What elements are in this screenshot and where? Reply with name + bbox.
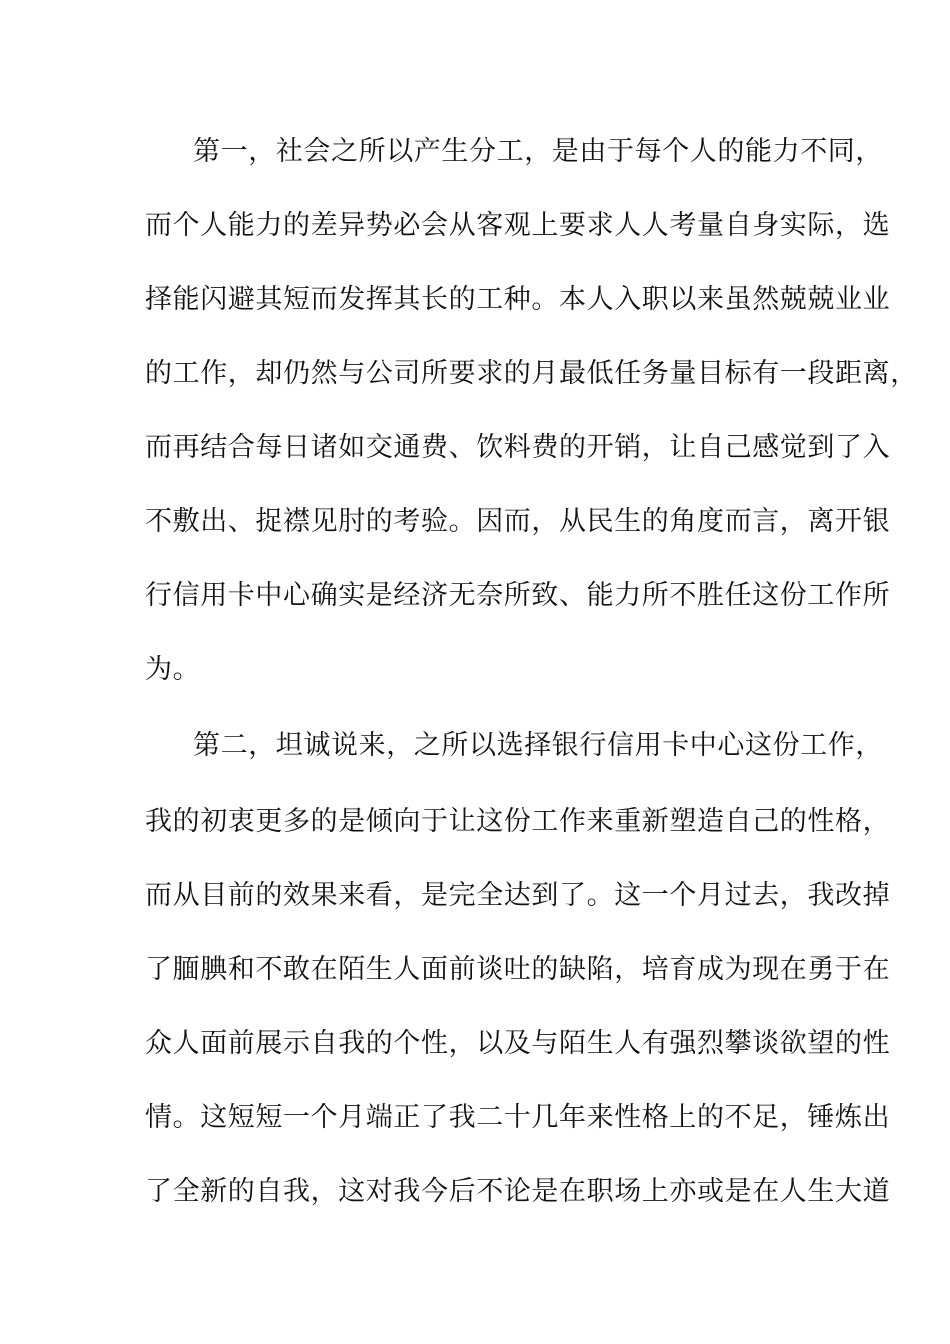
paragraph-1-line-6: 不敷出、捉襟见肘的考验。因而，从民生的角度而言，离开银 bbox=[145, 506, 891, 537]
paragraph-1-line-7: 行信用卡中心确实是经济无奈所致、能力所不胜任这份工作所 bbox=[145, 580, 891, 611]
paragraph-1-line-3: 择能闪避其短而发挥其长的工种。本人入职以来虽然兢兢业业 bbox=[145, 284, 891, 315]
paragraph-2-line-1: 第二，坦诚说来，之所以选择银行信用卡中心这份工作， bbox=[193, 730, 883, 761]
paragraph-1-line-8: 为。 bbox=[145, 654, 201, 685]
paragraph-2-line-5: 众人面前展示自我的个性，以及与陌生人有强烈攀谈欲望的性 bbox=[145, 1028, 891, 1059]
paragraph-2-line-2: 我的初衷更多的是倾向于让这份工作来重新塑造自己的性格， bbox=[145, 806, 891, 837]
paragraph-2-line-4: 了腼腆和不敢在陌生人面前谈吐的缺陷，培育成为现在勇于在 bbox=[145, 954, 891, 985]
paragraph-2-line-7: 了全新的自我，这对我今后不论是在职场上亦或是在人生大道 bbox=[145, 1176, 891, 1207]
paragraph-2-line-6: 情。这短短一个月端正了我二十几年来性格上的不足，锤炼出 bbox=[145, 1102, 891, 1133]
paragraph-2-line-3: 而从目前的效果来看，是完全达到了。这一个月过去，我改掉 bbox=[145, 880, 891, 911]
paragraph-1-line-5: 而再结合每日诸如交通费、饮料费的开销，让自己感觉到了入 bbox=[145, 432, 891, 463]
paragraph-1-line-2: 而个人能力的差异势必会从客观上要求人人考量自身实际，选 bbox=[145, 210, 891, 241]
paragraph-1-line-1: 第一，社会之所以产生分工，是由于每个人的能力不同， bbox=[193, 136, 883, 167]
paragraph-1-line-4: 的工作，却仍然与公司所要求的月最低任务量目标有一段距离， bbox=[145, 358, 918, 389]
